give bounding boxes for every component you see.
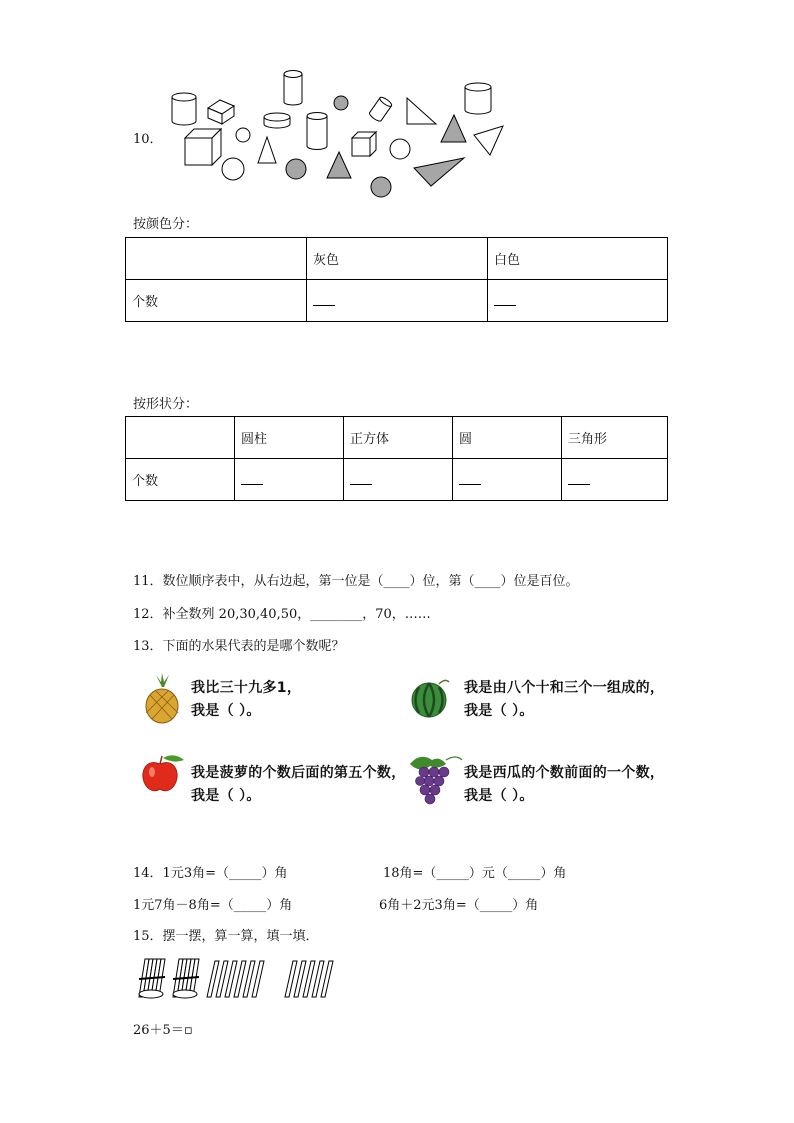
triangle-shape <box>474 126 503 155</box>
question-11: 11．数位顺序表中，从右边起，第一位是（____）位，第（____）位是百位。 <box>133 574 579 589</box>
row-label: 个数 <box>126 280 307 322</box>
circle-shape <box>334 96 348 110</box>
answer-blank[interactable] <box>344 459 453 501</box>
clue-line: 我是由八个十和三个一组成的， <box>464 680 665 696</box>
question-14-d: 6角＋2元3角=（_____）角 <box>379 898 539 913</box>
question-15-equation: 26＋5＝▫ <box>133 1023 193 1038</box>
question-14-b: 18角=（_____）元（_____）角 <box>383 866 567 881</box>
cylinder-shape <box>264 113 290 128</box>
shape-table <box>125 416 668 501</box>
shapes-illustration <box>0 0 794 210</box>
table-header: 白色 <box>488 238 668 280</box>
triangle-shape <box>414 158 464 186</box>
circle-shape <box>390 139 410 159</box>
clue-line: 我比三十九多1， <box>191 680 302 696</box>
cylinder-shape <box>172 93 196 125</box>
answer-blank[interactable] <box>235 459 344 501</box>
apple-icon <box>138 754 188 794</box>
answer-blank[interactable] <box>488 280 668 322</box>
cylinder-shape <box>465 83 491 114</box>
counting-sticks-illustration <box>135 953 345 1003</box>
single-sticks <box>207 961 264 997</box>
question-14-c: 1元7角－8角=（_____）角 <box>133 898 293 913</box>
clue-line: 我是西瓜的个数前面的一个数， <box>464 765 665 781</box>
color-table <box>125 237 668 322</box>
answer-blank[interactable] <box>453 459 562 501</box>
question-14-a: 14．1元3角=（_____）角 <box>133 866 288 881</box>
cylinder-shape <box>307 113 327 150</box>
triangle-shape <box>407 98 436 124</box>
question-13-title: 13．下面的水果代表的是哪个数呢？ <box>133 639 345 654</box>
circle-shape <box>286 159 306 179</box>
table-header: 正方体 <box>344 417 453 459</box>
table-header: 三角形 <box>562 417 668 459</box>
row-label: 个数 <box>126 459 235 501</box>
grapes-clue <box>464 762 664 808</box>
watermelon-clue <box>464 677 664 723</box>
triangle-shape <box>258 137 276 163</box>
stick-bundle <box>139 959 165 998</box>
cube-shape <box>352 132 376 156</box>
clue-line: 我是菠萝的个数后面的第五个数， <box>191 765 406 781</box>
shape-heading: 按形状分： <box>133 397 199 412</box>
cube-shape <box>208 100 234 124</box>
question-10-number: 10． <box>133 132 163 147</box>
table-header: 圆柱 <box>235 417 344 459</box>
circle-shape <box>371 177 391 197</box>
grapes-icon <box>406 752 466 808</box>
table-header: 圆 <box>453 417 562 459</box>
pineapple-icon <box>142 673 182 723</box>
circle-shape <box>222 158 244 180</box>
single-sticks <box>285 961 333 997</box>
color-heading: 按颜色分： <box>133 217 199 232</box>
triangle-shape <box>441 115 466 142</box>
table-cell <box>126 417 235 459</box>
clue-answer[interactable]: 我是（ ）。 <box>464 788 534 804</box>
cube-shape <box>185 129 221 165</box>
clue-answer[interactable]: 我是（ ）。 <box>464 703 534 719</box>
cylinder-shape <box>284 71 302 106</box>
pineapple-clue <box>191 677 301 723</box>
table-header: 灰色 <box>307 238 488 280</box>
table-cell <box>126 238 307 280</box>
question-15-title: 15．摆一摆，算一算，填一填． <box>133 929 319 944</box>
stick-bundle <box>173 959 199 998</box>
circle-shape <box>236 128 250 142</box>
apple-clue <box>191 762 406 808</box>
question-12: 12．补全数列 20,30,40,50，________，70，…… <box>133 607 431 622</box>
clue-answer[interactable]: 我是（ ）。 <box>191 788 261 804</box>
answer-blank[interactable] <box>307 280 488 322</box>
clue-answer[interactable]: 我是（ ）。 <box>191 703 261 719</box>
answer-blank[interactable] <box>562 459 668 501</box>
watermelon-icon <box>409 676 453 720</box>
cylinder-shape <box>368 96 393 123</box>
triangle-shape <box>327 152 351 178</box>
